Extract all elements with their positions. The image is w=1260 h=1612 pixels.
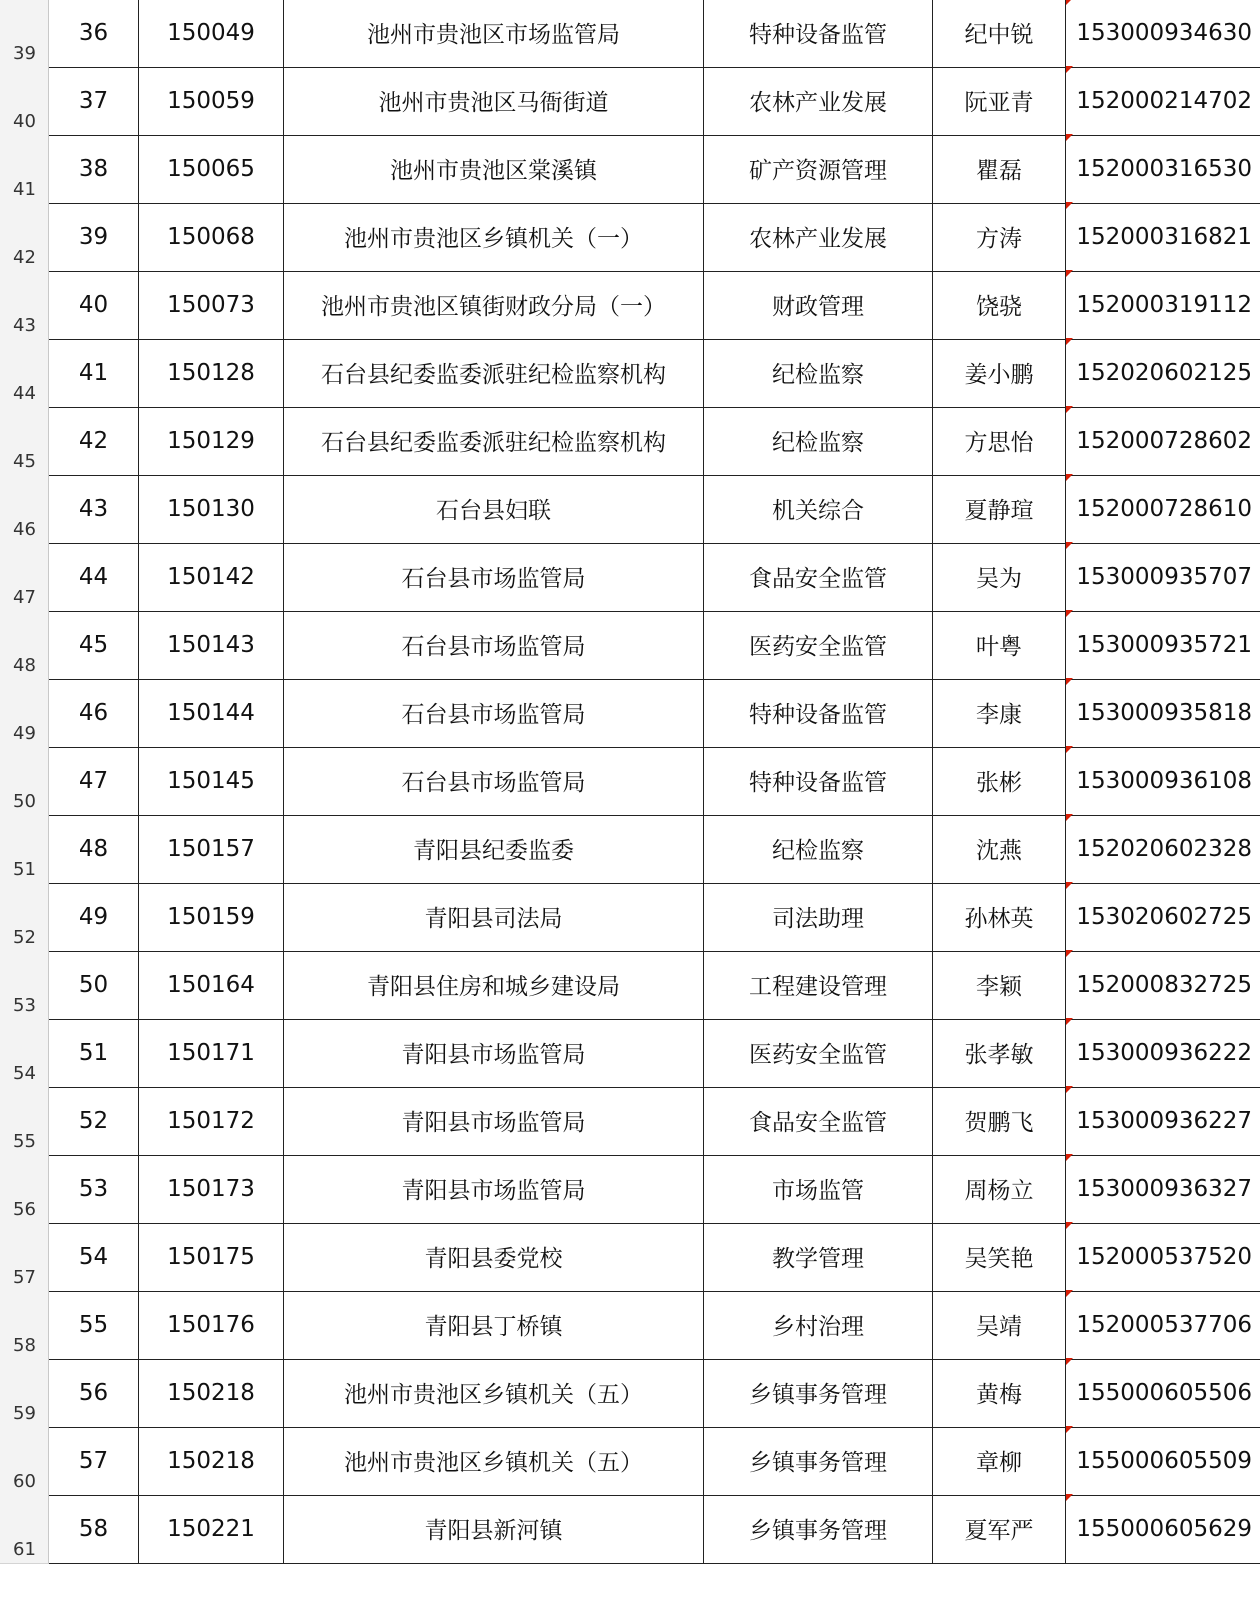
table-row xyxy=(0,746,1260,816)
position-name-cell[interactable]: 机关综合 xyxy=(704,474,933,544)
table-row xyxy=(0,1154,1260,1224)
position-name-cell[interactable]: 医药安全监管 xyxy=(704,1018,933,1088)
exam-number-cell[interactable]: 152000728610 xyxy=(1066,474,1260,544)
table-row xyxy=(0,202,1260,272)
seq-cell[interactable]: 36 xyxy=(49,0,139,68)
position-code-cell[interactable]: 150144 xyxy=(139,678,284,748)
row-number: 46 xyxy=(13,519,36,540)
exam-number-cell[interactable]: 152000316821 xyxy=(1066,202,1260,272)
position-name-cell[interactable]: 纪检监察 xyxy=(704,406,933,476)
table-row xyxy=(0,270,1260,340)
row-header[interactable] xyxy=(0,1154,49,1224)
row-header[interactable] xyxy=(0,202,49,272)
row-number: 57 xyxy=(13,1267,36,1288)
row-header[interactable] xyxy=(0,1290,49,1360)
employer-cell[interactable]: 石台县妇联 xyxy=(284,474,704,544)
position-name-cell[interactable]: 乡镇事务管理 xyxy=(704,1426,933,1496)
name-cell[interactable]: 黄梅 xyxy=(933,1358,1066,1428)
position-name-cell[interactable]: 纪检监察 xyxy=(704,814,933,884)
name-cell[interactable]: 孙林英 xyxy=(933,882,1066,952)
exam-number-cell[interactable]: 153020602725 xyxy=(1066,882,1260,952)
exam-number-cell[interactable]: 153000935707 xyxy=(1066,542,1260,612)
row-number: 49 xyxy=(13,723,36,744)
table-row xyxy=(0,1222,1260,1292)
seq-cell[interactable]: 52 xyxy=(49,1086,139,1156)
position-name-cell[interactable]: 特种设备监管 xyxy=(704,678,933,748)
table-row xyxy=(0,1358,1260,1428)
row-header[interactable] xyxy=(0,1222,49,1292)
exam-number-cell[interactable]: 155000605629 xyxy=(1066,1494,1260,1564)
name-cell[interactable]: 方思怡 xyxy=(933,406,1066,476)
table-row xyxy=(0,1494,1260,1564)
employer-cell[interactable]: 青阳县司法局 xyxy=(284,882,704,952)
employer-cell[interactable]: 青阳县住房和城乡建设局 xyxy=(284,950,704,1020)
row-number: 54 xyxy=(13,1063,36,1084)
position-name-cell[interactable]: 农林产业发展 xyxy=(704,66,933,136)
position-code-cell[interactable]: 150171 xyxy=(139,1018,284,1088)
exam-number-cell[interactable]: 152000319112 xyxy=(1066,270,1260,340)
row-number: 51 xyxy=(13,859,36,880)
exam-number-cell[interactable]: 153000936327 xyxy=(1066,1154,1260,1224)
position-name-cell[interactable]: 乡村治理 xyxy=(704,1290,933,1360)
table-row xyxy=(0,882,1260,952)
seq-cell[interactable]: 58 xyxy=(49,1494,139,1564)
position-code-cell[interactable]: 150218 xyxy=(139,1358,284,1428)
exam-number-cell[interactable]: 152000214702 xyxy=(1066,66,1260,136)
position-name-cell[interactable]: 农林产业发展 xyxy=(704,202,933,272)
employer-cell[interactable]: 青阳县纪委监委 xyxy=(284,814,704,884)
name-cell[interactable]: 夏军严 xyxy=(933,1494,1066,1564)
name-cell[interactable]: 吴为 xyxy=(933,542,1066,612)
employer-cell[interactable]: 池州市贵池区棠溪镇 xyxy=(284,134,704,204)
row-header[interactable] xyxy=(0,610,49,680)
exam-number-cell[interactable]: 153000936108 xyxy=(1066,746,1260,816)
employer-cell[interactable]: 池州市贵池区乡镇机关（一） xyxy=(284,202,704,272)
seq-cell[interactable]: 46 xyxy=(49,678,139,748)
employer-cell[interactable]: 青阳县市场监管局 xyxy=(284,1086,704,1156)
name-cell[interactable]: 叶粤 xyxy=(933,610,1066,680)
position-name-cell[interactable]: 市场监管 xyxy=(704,1154,933,1224)
position-code-cell[interactable]: 150164 xyxy=(139,950,284,1020)
position-code-cell[interactable]: 150049 xyxy=(139,0,284,68)
employer-cell[interactable]: 石台县市场监管局 xyxy=(284,542,704,612)
employer-cell[interactable]: 池州市贵池区乡镇机关（五） xyxy=(284,1358,704,1428)
position-code-cell[interactable]: 150221 xyxy=(139,1494,284,1564)
name-cell[interactable]: 阮亚青 xyxy=(933,66,1066,136)
row-header[interactable] xyxy=(0,270,49,340)
row-number: 42 xyxy=(13,247,36,268)
name-cell[interactable]: 吴靖 xyxy=(933,1290,1066,1360)
employer-cell[interactable]: 青阳县委党校 xyxy=(284,1222,704,1292)
row-number: 50 xyxy=(13,791,36,812)
table-row xyxy=(0,1086,1260,1156)
position-code-cell[interactable]: 150145 xyxy=(139,746,284,816)
employer-cell[interactable]: 池州市贵池区市场监管局 xyxy=(284,0,704,68)
row-number: 61 xyxy=(13,1539,36,1560)
exam-number-cell[interactable]: 152000537706 xyxy=(1066,1290,1260,1360)
position-code-cell[interactable]: 150128 xyxy=(139,338,284,408)
name-cell[interactable]: 方涛 xyxy=(933,202,1066,272)
row-number: 41 xyxy=(13,179,36,200)
seq-cell[interactable]: 44 xyxy=(49,542,139,612)
position-code-cell[interactable]: 150176 xyxy=(139,1290,284,1360)
table-row xyxy=(0,134,1260,204)
table-row xyxy=(0,0,1260,68)
exam-number-cell[interactable]: 152020602125 xyxy=(1066,338,1260,408)
row-number: 44 xyxy=(13,383,36,404)
position-code-cell[interactable]: 150143 xyxy=(139,610,284,680)
position-name-cell[interactable]: 食品安全监管 xyxy=(704,542,933,612)
seq-cell[interactable]: 57 xyxy=(49,1426,139,1496)
exam-number-cell[interactable]: 152000728602 xyxy=(1066,406,1260,476)
position-code-cell[interactable]: 150172 xyxy=(139,1086,284,1156)
row-header[interactable] xyxy=(0,1018,49,1088)
position-name-cell[interactable]: 特种设备监管 xyxy=(704,0,933,68)
position-code-cell[interactable]: 150142 xyxy=(139,542,284,612)
position-code-cell[interactable]: 150218 xyxy=(139,1426,284,1496)
position-name-cell[interactable]: 司法助理 xyxy=(704,882,933,952)
position-name-cell[interactable]: 乡镇事务管理 xyxy=(704,1358,933,1428)
row-header[interactable] xyxy=(0,0,49,68)
table-row xyxy=(0,66,1260,136)
exam-number-cell[interactable]: 152020602328 xyxy=(1066,814,1260,884)
employer-cell[interactable]: 石台县市场监管局 xyxy=(284,678,704,748)
name-cell[interactable]: 夏静瑄 xyxy=(933,474,1066,544)
row-number: 43 xyxy=(13,315,36,336)
employer-cell[interactable]: 青阳县新河镇 xyxy=(284,1494,704,1564)
table-row xyxy=(0,406,1260,476)
seq-cell[interactable]: 49 xyxy=(49,882,139,952)
position-name-cell[interactable]: 财政管理 xyxy=(704,270,933,340)
position-name-cell[interactable]: 矿产资源管理 xyxy=(704,134,933,204)
row-header[interactable] xyxy=(0,882,49,952)
seq-cell[interactable]: 48 xyxy=(49,814,139,884)
table-row xyxy=(0,542,1260,612)
seq-cell[interactable]: 42 xyxy=(49,406,139,476)
seq-cell[interactable]: 53 xyxy=(49,1154,139,1224)
position-name-cell[interactable]: 乡镇事务管理 xyxy=(704,1494,933,1564)
exam-number-cell[interactable]: 152000537520 xyxy=(1066,1222,1260,1292)
position-code-cell[interactable]: 150073 xyxy=(139,270,284,340)
name-cell[interactable]: 姜小鹏 xyxy=(933,338,1066,408)
exam-number-cell[interactable]: 155000605506 xyxy=(1066,1358,1260,1428)
name-cell[interactable]: 周杨立 xyxy=(933,1154,1066,1224)
row-number: 53 xyxy=(13,995,36,1016)
exam-number-cell[interactable]: 153000936227 xyxy=(1066,1086,1260,1156)
row-number: 39 xyxy=(13,43,36,64)
exam-number-cell[interactable]: 155000605509 xyxy=(1066,1426,1260,1496)
row-number: 48 xyxy=(13,655,36,676)
row-header[interactable] xyxy=(0,746,49,816)
table-row xyxy=(0,678,1260,748)
table-row xyxy=(0,610,1260,680)
position-name-cell[interactable]: 纪检监察 xyxy=(704,338,933,408)
row-number: 55 xyxy=(13,1131,36,1152)
seq-cell[interactable]: 39 xyxy=(49,202,139,272)
row-number: 52 xyxy=(13,927,36,948)
row-header[interactable] xyxy=(0,338,49,408)
position-name-cell[interactable]: 特种设备监管 xyxy=(704,746,933,816)
table-row xyxy=(0,1426,1260,1496)
seq-cell[interactable]: 41 xyxy=(49,338,139,408)
exam-number-cell[interactable]: 152000316530 xyxy=(1066,134,1260,204)
row-header[interactable] xyxy=(0,542,49,612)
row-number: 60 xyxy=(13,1471,36,1492)
position-code-cell[interactable]: 150157 xyxy=(139,814,284,884)
name-cell[interactable]: 李康 xyxy=(933,678,1066,748)
row-number: 59 xyxy=(13,1403,36,1424)
seq-cell[interactable]: 51 xyxy=(49,1018,139,1088)
name-cell[interactable]: 张孝敏 xyxy=(933,1018,1066,1088)
seq-cell[interactable]: 47 xyxy=(49,746,139,816)
position-code-cell[interactable]: 150173 xyxy=(139,1154,284,1224)
row-number: 40 xyxy=(13,111,36,132)
position-code-cell[interactable]: 150068 xyxy=(139,202,284,272)
row-header[interactable] xyxy=(0,134,49,204)
name-cell[interactable]: 张彬 xyxy=(933,746,1066,816)
table-row xyxy=(0,338,1260,408)
row-header[interactable] xyxy=(0,66,49,136)
row-number: 45 xyxy=(13,451,36,472)
employer-cell[interactable]: 石台县市场监管局 xyxy=(284,610,704,680)
seq-cell[interactable]: 55 xyxy=(49,1290,139,1360)
employer-cell[interactable]: 青阳县市场监管局 xyxy=(284,1154,704,1224)
exam-number-cell[interactable]: 153000935818 xyxy=(1066,678,1260,748)
seq-cell[interactable]: 56 xyxy=(49,1358,139,1428)
row-number: 58 xyxy=(13,1335,36,1356)
position-code-cell[interactable]: 150159 xyxy=(139,882,284,952)
row-header[interactable] xyxy=(0,1358,49,1428)
row-header[interactable] xyxy=(0,814,49,884)
row-header[interactable] xyxy=(0,1426,49,1496)
employer-cell[interactable]: 池州市贵池区马衙街道 xyxy=(284,66,704,136)
table-row xyxy=(0,950,1260,1020)
row-header[interactable] xyxy=(0,950,49,1020)
seq-cell[interactable]: 43 xyxy=(49,474,139,544)
position-name-cell[interactable]: 医药安全监管 xyxy=(704,610,933,680)
table-row xyxy=(0,1290,1260,1360)
employer-cell[interactable]: 池州市贵池区乡镇机关（五） xyxy=(284,1426,704,1496)
position-code-cell[interactable]: 150059 xyxy=(139,66,284,136)
position-name-cell[interactable]: 食品安全监管 xyxy=(704,1086,933,1156)
seq-cell[interactable]: 45 xyxy=(49,610,139,680)
exam-number-cell[interactable]: 152000832725 xyxy=(1066,950,1260,1020)
employer-cell[interactable]: 青阳县丁桥镇 xyxy=(284,1290,704,1360)
exam-number-cell[interactable]: 153000934630 xyxy=(1066,0,1260,68)
row-number: 56 xyxy=(13,1199,36,1220)
exam-number-cell[interactable]: 153000936222 xyxy=(1066,1018,1260,1088)
name-cell[interactable]: 瞿磊 xyxy=(933,134,1066,204)
name-cell[interactable]: 章柳 xyxy=(933,1426,1066,1496)
position-code-cell[interactable]: 150130 xyxy=(139,474,284,544)
seq-cell[interactable]: 37 xyxy=(49,66,139,136)
name-cell[interactable]: 贺鹏飞 xyxy=(933,1086,1066,1156)
employer-cell[interactable]: 石台县纪委监委派驻纪检监察机构 xyxy=(284,338,704,408)
row-header[interactable] xyxy=(0,1494,49,1564)
row-header[interactable] xyxy=(0,474,49,544)
row-number: 47 xyxy=(13,587,36,608)
position-name-cell[interactable]: 教学管理 xyxy=(704,1222,933,1292)
position-code-cell[interactable]: 150129 xyxy=(139,406,284,476)
employer-cell[interactable]: 石台县纪委监委派驻纪检监察机构 xyxy=(284,406,704,476)
exam-number-cell[interactable]: 153000935721 xyxy=(1066,610,1260,680)
position-name-cell[interactable]: 工程建设管理 xyxy=(704,950,933,1020)
row-header[interactable] xyxy=(0,406,49,476)
name-cell[interactable]: 李颖 xyxy=(933,950,1066,1020)
name-cell[interactable]: 饶骁 xyxy=(933,270,1066,340)
position-code-cell[interactable]: 150175 xyxy=(139,1222,284,1292)
row-header[interactable] xyxy=(0,678,49,748)
name-cell[interactable]: 沈燕 xyxy=(933,814,1066,884)
employer-cell[interactable]: 青阳县市场监管局 xyxy=(284,1018,704,1088)
seq-cell[interactable]: 54 xyxy=(49,1222,139,1292)
name-cell[interactable]: 吴笑艳 xyxy=(933,1222,1066,1292)
seq-cell[interactable]: 38 xyxy=(49,134,139,204)
employer-cell[interactable]: 石台县市场监管局 xyxy=(284,746,704,816)
seq-cell[interactable]: 40 xyxy=(49,270,139,340)
position-code-cell[interactable]: 150065 xyxy=(139,134,284,204)
name-cell[interactable]: 纪中锐 xyxy=(933,0,1066,68)
seq-cell[interactable]: 50 xyxy=(49,950,139,1020)
row-header[interactable] xyxy=(0,1086,49,1156)
table-row xyxy=(0,474,1260,544)
employer-cell[interactable]: 池州市贵池区镇街财政分局（一） xyxy=(284,270,704,340)
table-row xyxy=(0,1018,1260,1088)
table-row xyxy=(0,814,1260,884)
